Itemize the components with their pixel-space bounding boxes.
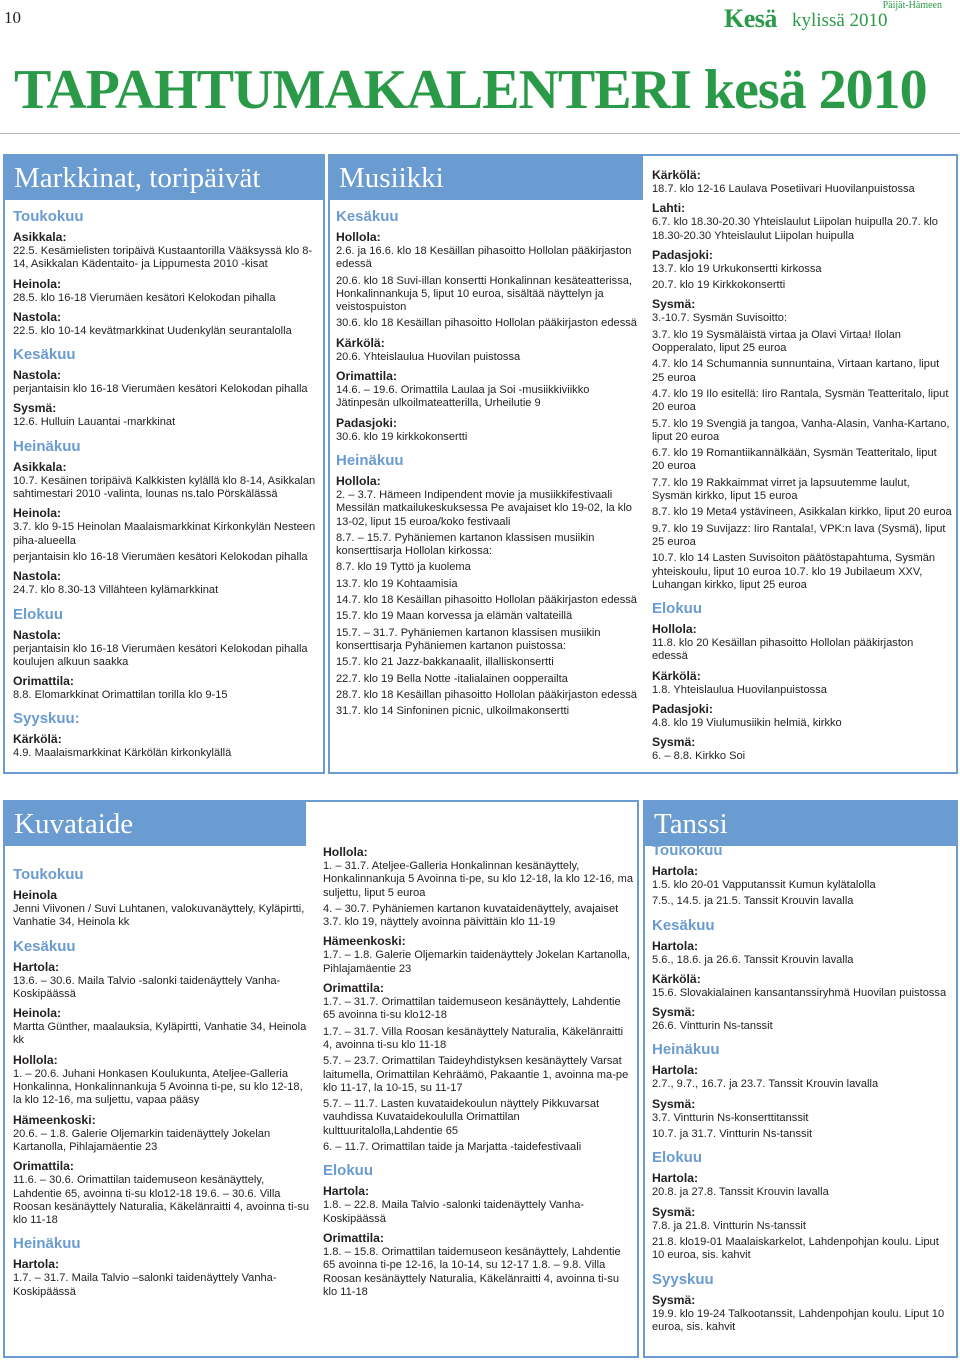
place-heading: Hartola:: [323, 1184, 370, 1199]
event-entry: 3.7. klo 9-15 Heinolan Maalaismarkkinat Kirkonkylän Nesteen piha-alueella: [13, 521, 316, 547]
event-entry: 1.5. klo 20-01 Vapputanssit Kumun kylätalolla: [652, 879, 876, 891]
place-heading: Heinola:: [13, 276, 62, 291]
month-heading: Kesäkuu: [13, 937, 76, 955]
place-heading: Kärkölä:: [652, 668, 701, 683]
section-column: [13, 208, 319, 764]
event-entry: 4.7. klo 14 Schumannia sunnuntaina, Virtaan kartano, liput 25 euroa: [652, 358, 940, 384]
event-entry: 14.6. – 19.6. Orimattila Laulaa ja Soi -musiikkiviikko Jätinpesän ulkoilmateatterilla, Urheilutie 9: [336, 384, 590, 410]
place-heading: Nastola:: [13, 368, 62, 383]
event-entry: 8.7. klo 19 Tyttö ja kuolema: [336, 561, 471, 574]
event-entry: 20.7. klo 19 Kirkkokonsertti: [652, 279, 786, 292]
page-number: 10: [4, 8, 21, 27]
place-heading: Orimattila:: [323, 1230, 384, 1245]
masthead-kesa: Kesä: [724, 4, 777, 33]
place-heading: Hollola:: [13, 1052, 58, 1067]
place-heading: Hartola:: [13, 959, 60, 974]
month-heading: Kesäkuu: [13, 346, 76, 364]
month-heading: Elokuu: [13, 605, 64, 623]
place-heading: Sysmä:: [652, 1005, 696, 1020]
event-entry: 2. – 3.7. Hämeen Indipendent movie ja musiikkifestivaali Messilän matkailukeskuksessa Pe avajaiset klo 19-02, la klo 13-02, liput 15 euroa/koko festivaali: [336, 488, 632, 528]
place-heading: Hartola:: [652, 1171, 699, 1186]
event-entry: 13.7. klo 19 Urkukonsertti kirkossa: [652, 262, 822, 275]
event-entry: 1.8. Yhteislaulua Huovilanpuistossa: [652, 683, 827, 696]
event-entry: 3.7. Vintturin Ns-konserttitanssit: [652, 1111, 809, 1124]
event-entry: 1.8. – 22.8. Maila Talvio -salonki taidenäyttely Vanha-Koskipäässä: [323, 1199, 585, 1225]
event-entry: 20.8. ja 27.8. Tanssit Krouvin lavalla: [652, 1186, 829, 1199]
place-heading: Asikkala:: [13, 459, 67, 474]
event-entry: 10.7. Kesäinen toripäivä Kalkkisten kylällä klo 8-14, Asikkalan sahtimestari 2010 -valinta, lounas ns.talo Pörskälässä: [13, 474, 316, 501]
section-column: [323, 845, 633, 1302]
place-heading: Sysmä:: [652, 735, 696, 750]
event-entry: 10.7. ja 31.7. Vintturin Ns-tanssit: [652, 1128, 813, 1141]
event-entry: 13.6. – 30.6. Maila Talvio -salonki taidenäyttely Vanha-Koskipäässä: [13, 974, 281, 1000]
section-column: [336, 208, 638, 721]
month-heading: Toukokuu: [13, 866, 84, 883]
event-entry: 5.7. – 23.7. Orimattilan Taideyhdistyksen kesänäyttely Varsat laitumella, Orimattilan Kehräämö, Pakaantie 1, avoinna ma-pe klo 11-17, la 10-15, su 11-17: [323, 1055, 629, 1094]
place-heading: Hollola:: [336, 230, 381, 244]
event-entry: 1.7. – 31.7. Villa Roosan kesänäyttely Naturalia, Käkelänraitti 4, avoinna ti-su klo 11-18: [323, 1025, 624, 1051]
month-heading: Toukokuu: [13, 208, 84, 225]
event-entry: 30.6. klo 18 Kesäillan pihasoitto Hollolan pääkirjaston edessä: [336, 317, 637, 330]
event-entry: 11.8. klo 20 Kesäillan pihasoitto Hollolan pääkirjaston edessä: [652, 637, 914, 663]
place-heading: Nastola:: [13, 569, 62, 584]
event-entry: 4.9. Maalaismarkkinat Kärkölän kirkonkylällä: [13, 747, 232, 760]
event-entry: 5.7. klo 19 Svengiä ja tangoa, Vanha-Alasin, Vanha-Kartano, liput 20 euroa: [652, 417, 950, 443]
place-heading: Nastola:: [13, 309, 62, 324]
place-heading: Hartola:: [13, 1257, 60, 1272]
event-entry: 1.7. – 31.7. Maila Talvio –salonki taidenäyttely Vanha-Koskipäässä: [13, 1272, 277, 1298]
place-heading: Padasjoki:: [652, 247, 713, 262]
event-entry: 8.8. Elomarkkinat Orimattilan torilla klo 9-15: [13, 689, 228, 702]
event-entry: perjantaisin klo 16-18 Vierumäen kesätori Kelokodan pihalla: [13, 550, 308, 563]
event-entry: 1.8. – 15.8. Orimattilan taidemuseon kesänäyttely, Lahdentie 65 avoinna ti-pe 12-16, la 10-14, su 12-17 1.8. – 9.8. Villa Roosan kesänäyttely Naturalia, Käkelänraitti 4, avoinna ti-su klo 11-18: [323, 1245, 621, 1298]
place-heading: Hollola:: [323, 845, 368, 859]
event-entry: 26.6. Vintturin Ns-tanssit: [652, 1020, 773, 1033]
place-heading: Orimattila:: [323, 981, 384, 996]
event-entry: 3.7. klo 19 Sysmäläistä virtaa ja Olavi Virtaa! Ilolan Oopperalato, liput 25 euroa: [652, 328, 901, 355]
event-entry: 14.7. klo 18 Kesäillan pihasoitto Hollolan pääkirjaston edessä: [336, 594, 637, 607]
event-entry: 1. – 20.6. Juhani Honkasen Koulukunta, Ateljee-Galleria Honkalinna, Honkalinnankuja 5 Avoinna ti-pe, su klo 12-18, la klo 12-16, ma suljettu, vapaa pääsy: [13, 1067, 303, 1107]
event-entry: 28.7. klo 18 Kesäillan pihasoitto Hollolan pääkirjaston edessä: [336, 688, 637, 701]
event-entry: 6. – 8.8. Kirkko Soi: [652, 750, 746, 763]
event-entry: 1.7. – 1.8. Galerie Oljemarkin taidenäyttely Jokelan Kartanolla, Pihlajamäentie 23: [323, 949, 631, 975]
place-heading: Hämeenkoski:: [323, 934, 406, 949]
section-tanssi: [643, 800, 958, 1358]
section-kuvataide: [3, 800, 639, 1358]
event-entry: 5.6., 18.6. ja 26.6. Tanssit Krouvin lavalla: [652, 953, 854, 966]
event-entry: 13.7. klo 19 Kohtaamisia: [336, 577, 458, 590]
month-heading: Heinäkuu: [652, 1041, 720, 1059]
month-heading: Heinäkuu: [336, 451, 404, 469]
place-heading: Heinola:: [13, 1006, 62, 1021]
event-entry: 7.5., 14.5. ja 21.5. Tanssit Krouvin lavalla: [652, 895, 854, 908]
place-heading: Kärkölä:: [13, 732, 62, 747]
event-entry: 22.5. klo 10-14 kevätmarkkinat Uudenkylän seurantalolla: [13, 324, 292, 337]
event-entry: 22.7. klo 19 Bella Notte -italialainen oopperailta: [336, 672, 568, 685]
section-column: [13, 866, 309, 1302]
month-heading: Elokuu: [652, 1149, 703, 1167]
event-entry: 6.7. klo 18.30-20.30 Yhteislaulut Liipolan huipulla 20.7. klo 18.30-20.30 Yhteislaulut Liipolan huipulla: [652, 216, 938, 242]
event-entry: 7.7. klo 19 Rakkaimmat virret ja lapsuutemme laulut, Sysmän kirkko, liput 15 euroa: [652, 476, 910, 503]
event-entry: 2.7., 9.7., 16.7. ja 23.7. Tanssit Krouvin lavalla: [652, 1078, 879, 1091]
section-title: Musiikki: [330, 156, 643, 200]
place-heading: Lahti:: [652, 201, 686, 216]
place-heading: Padasjoki:: [652, 702, 713, 717]
event-entry: 20.6. – 1.8. Galerie Oljemarkin taidenäyttely Jokelan Kartanolla, Pihlajamäentie 23: [13, 1127, 271, 1153]
month-heading: Syyskuu:: [13, 710, 80, 728]
event-entry: 9.7. klo 19 Suvijazz: Iiro Rantala!, VPK:n lava (Sysmä), liput 25 euroa: [652, 522, 946, 548]
section-markkinat: [3, 154, 325, 774]
place-heading: Sysmä:: [652, 297, 696, 312]
event-entry: 4.8. klo 19 Viulumusiikin helmiä, kirkko: [652, 717, 842, 730]
month-heading: Elokuu: [323, 1162, 374, 1180]
month-heading: Elokuu: [652, 600, 703, 618]
section-title: Kuvataide: [5, 802, 306, 846]
place-heading: Hämeenkoski:: [13, 1112, 96, 1127]
event-entry: 7.8. ja 21.8. Vintturin Ns-tanssit: [652, 1219, 806, 1232]
place-heading: Asikkala:: [13, 230, 67, 244]
event-entry: 15.7. – 31.7. Pyhäniemen kartanon klassisen musiikin konserttisarja Pyhäniemen kartanon puistossa:: [336, 626, 601, 652]
month-heading: Toukokuu: [652, 842, 723, 859]
place-heading: Hartola:: [652, 864, 699, 878]
event-entry: 15.7. klo 21 Jazz-bakkanaalit, illalliskonsertti: [336, 656, 554, 669]
masthead-logo: [722, 0, 952, 32]
event-entry: 10.7. klo 14 Lasten Suvisoiton päätöstapahtuma, Sysmän yhteiskoulu, liput 10 euroa 10.7. klo 19 Jubilaeum XXV, Luhangan kirkko, liput 25 euroa: [652, 552, 936, 591]
page-headline: TAPAHTUMAKALENTERI kesä 2010: [14, 59, 927, 121]
event-entry: 1.7. – 31.7. Orimattilan taidemuseon kesänäyttely, Lahdentie 65 avoinna ti-su klo12-18: [323, 996, 621, 1022]
section-column: [652, 168, 952, 767]
event-entry: 12.6. Hulluin Lauantai -markkinat: [13, 416, 176, 429]
place-heading: Sysmä:: [652, 1096, 696, 1111]
event-entry: 4.7. klo 19 Ilo esitellä: Iiro Rantala, Sysmän Teatteritalo, liput 20 euroa: [652, 387, 949, 414]
event-entry: 21.8. klo19-01 Maalaiskarkelot, Lahdenpohjan koulu. Liput 10 euroa, sis. kahvit: [652, 1235, 939, 1262]
place-heading: Kärkölä:: [336, 335, 385, 350]
event-entry: 31.7. klo 14 Sinfoninen picnic, ulkoilmakonsertti: [336, 705, 570, 718]
section-title: Markkinat, toripäivät: [5, 156, 323, 200]
month-heading: Syyskuu: [652, 1270, 714, 1288]
masthead-region: Päijät-Hämeen: [882, 0, 942, 11]
section-column: [652, 842, 954, 1337]
place-heading: Orimattila:: [13, 1159, 74, 1174]
place-heading: Hollola:: [336, 473, 381, 488]
place-heading: Sysmä:: [13, 401, 57, 416]
place-heading: Hartola:: [652, 938, 699, 953]
event-entry: 5.7. – 11.7. Lasten kuvataidekoulun näyttely Pikkuvarsat vauhdissa Kuvataidekoululla Orimattilan kulttuuritalolla,Lahdentie 65: [323, 1098, 600, 1137]
event-entry: 3.-10.7. Sysmän Suvisoitto:: [652, 312, 788, 325]
month-heading: Heinäkuu: [13, 437, 81, 455]
event-entry: 8.7. – 15.7. Pyhäniemen kartanon klassisen musiikin konserttisarja Hollolan kirkossa:: [336, 531, 595, 558]
event-entry: perjantaisin klo 16-18 Vierumäen kesätori Kelokodan pihalla: [13, 383, 308, 396]
event-entry: 24.7. klo 8.30-13 Villähteen kylämarkkinat: [13, 584, 219, 597]
place-heading: Hollola:: [652, 622, 697, 637]
event-entry: 11.6. – 30.6. Orimattilan taidemuseon kesänäyttely, Lahdentie 65, avoinna ti-su klo12-18 19.6. – 30.6. Villa Roosan kesänäyttely Naturalia, Käkelänraitti 4, avoinna ti-su klo 11-18: [13, 1174, 309, 1227]
event-entry: 2.6. ja 16.6. klo 18 Kesäillan pihasoitto Hollolan pääkirjaston edessä: [336, 245, 632, 271]
event-entry: 18.7. klo 12-16 Laulava Posetiivari Huovilanpuistossa: [652, 183, 915, 195]
event-entry: 1. – 31.7. Ateljee-Galleria Honkalinnan kesänäyttely, Honkalinnankuja 5 Avoinna ti-pe, su klo 12-18, la klo 12-16, ma suljettu, liput 5 euroa: [323, 860, 633, 899]
place-heading: Padasjoki:: [336, 415, 397, 430]
masthead-subtitle: kylissä 2010: [792, 10, 888, 31]
event-entry: 6. – 11.7. Orimattilan taide ja Marjatta -taidefestivaali: [323, 1141, 582, 1154]
month-heading: Kesäkuu: [336, 208, 399, 225]
event-entry: Martta Günther, maalauksia, Kyläpirtti, Vanhatie 34, Heinola kk: [13, 1021, 307, 1047]
place-heading: Nastola:: [13, 627, 62, 642]
event-entry: 30.6. klo 19 kirkkokonsertti: [336, 430, 468, 443]
event-entry: 15.6. Slovakialainen kansantanssiryhmä Huovilan puistossa: [652, 986, 947, 999]
place-heading: Orimattila:: [336, 369, 397, 384]
event-entry: 20.6. Yhteislaulua Huovilan puistossa: [336, 350, 521, 363]
section-musiikki: [328, 154, 958, 774]
event-entry: 20.6. klo 18 Suvi-illan konsertti Honkalinnan kesäteatterissa, Honkalinnankuja 5, liput 10 euroa, sisältää näyttelyn ja veistospuiston: [336, 274, 632, 314]
event-entry: perjantaisin klo 16-18 Vierumäen kesätori Kelokodan pihalla koulujen alkuun saakka: [13, 642, 308, 668]
event-entry: 8.7. klo 19 Meta4 ystävineen, Asikkalan kirkko, liput 20 euroa: [652, 506, 952, 519]
place-heading: Kärkölä:: [652, 168, 701, 182]
place-heading: Kärkölä:: [652, 971, 701, 986]
event-entry: Jenni Viivonen / Suvi Luhtanen, valokuvanäyttely, Kyläpirtti, Vanhatie 34, Heinola kk: [13, 903, 305, 929]
place-heading: Orimattila:: [13, 674, 74, 689]
place-heading: Heinola: [13, 888, 58, 902]
place-heading: Sysmä:: [652, 1292, 696, 1307]
place-heading: Sysmä:: [652, 1204, 696, 1219]
event-entry: 22.5. Kesämielisten toripäivä Kustaantorilla Vääksyssä klo 8-14, Asikkalan Kädentaito- ja Lippumesta 2010 -kisat: [13, 245, 313, 271]
event-entry: 15.7. klo 19 Maan korvessa ja elämän valtateillä: [336, 610, 573, 623]
section-title: Tanssi: [645, 802, 956, 846]
event-entry: 19.9. klo 19-24 Talkootanssit, Lahdenpohjan koulu. Liput 10 euroa, sis. kahvit: [652, 1307, 945, 1333]
month-heading: Heinäkuu: [13, 1235, 81, 1253]
month-heading: Kesäkuu: [652, 916, 715, 934]
event-entry: 28.5. klo 16-18 Vierumäen kesätori Kelokodan pihalla: [13, 291, 276, 304]
place-heading: Heinola:: [13, 506, 62, 521]
headline-divider: [0, 133, 960, 134]
event-entry: 6.7. klo 19 Romantiikannälkään, Sysmän Teatteritalo, liput 20 euroa: [652, 447, 937, 473]
place-heading: Hartola:: [652, 1063, 699, 1078]
event-entry: 4. – 30.7. Pyhäniemen kartanon kuvataidenäyttely, avajaiset 3.7. klo 19, näyttely avoinna päivittäin klo 11-19: [323, 902, 619, 929]
